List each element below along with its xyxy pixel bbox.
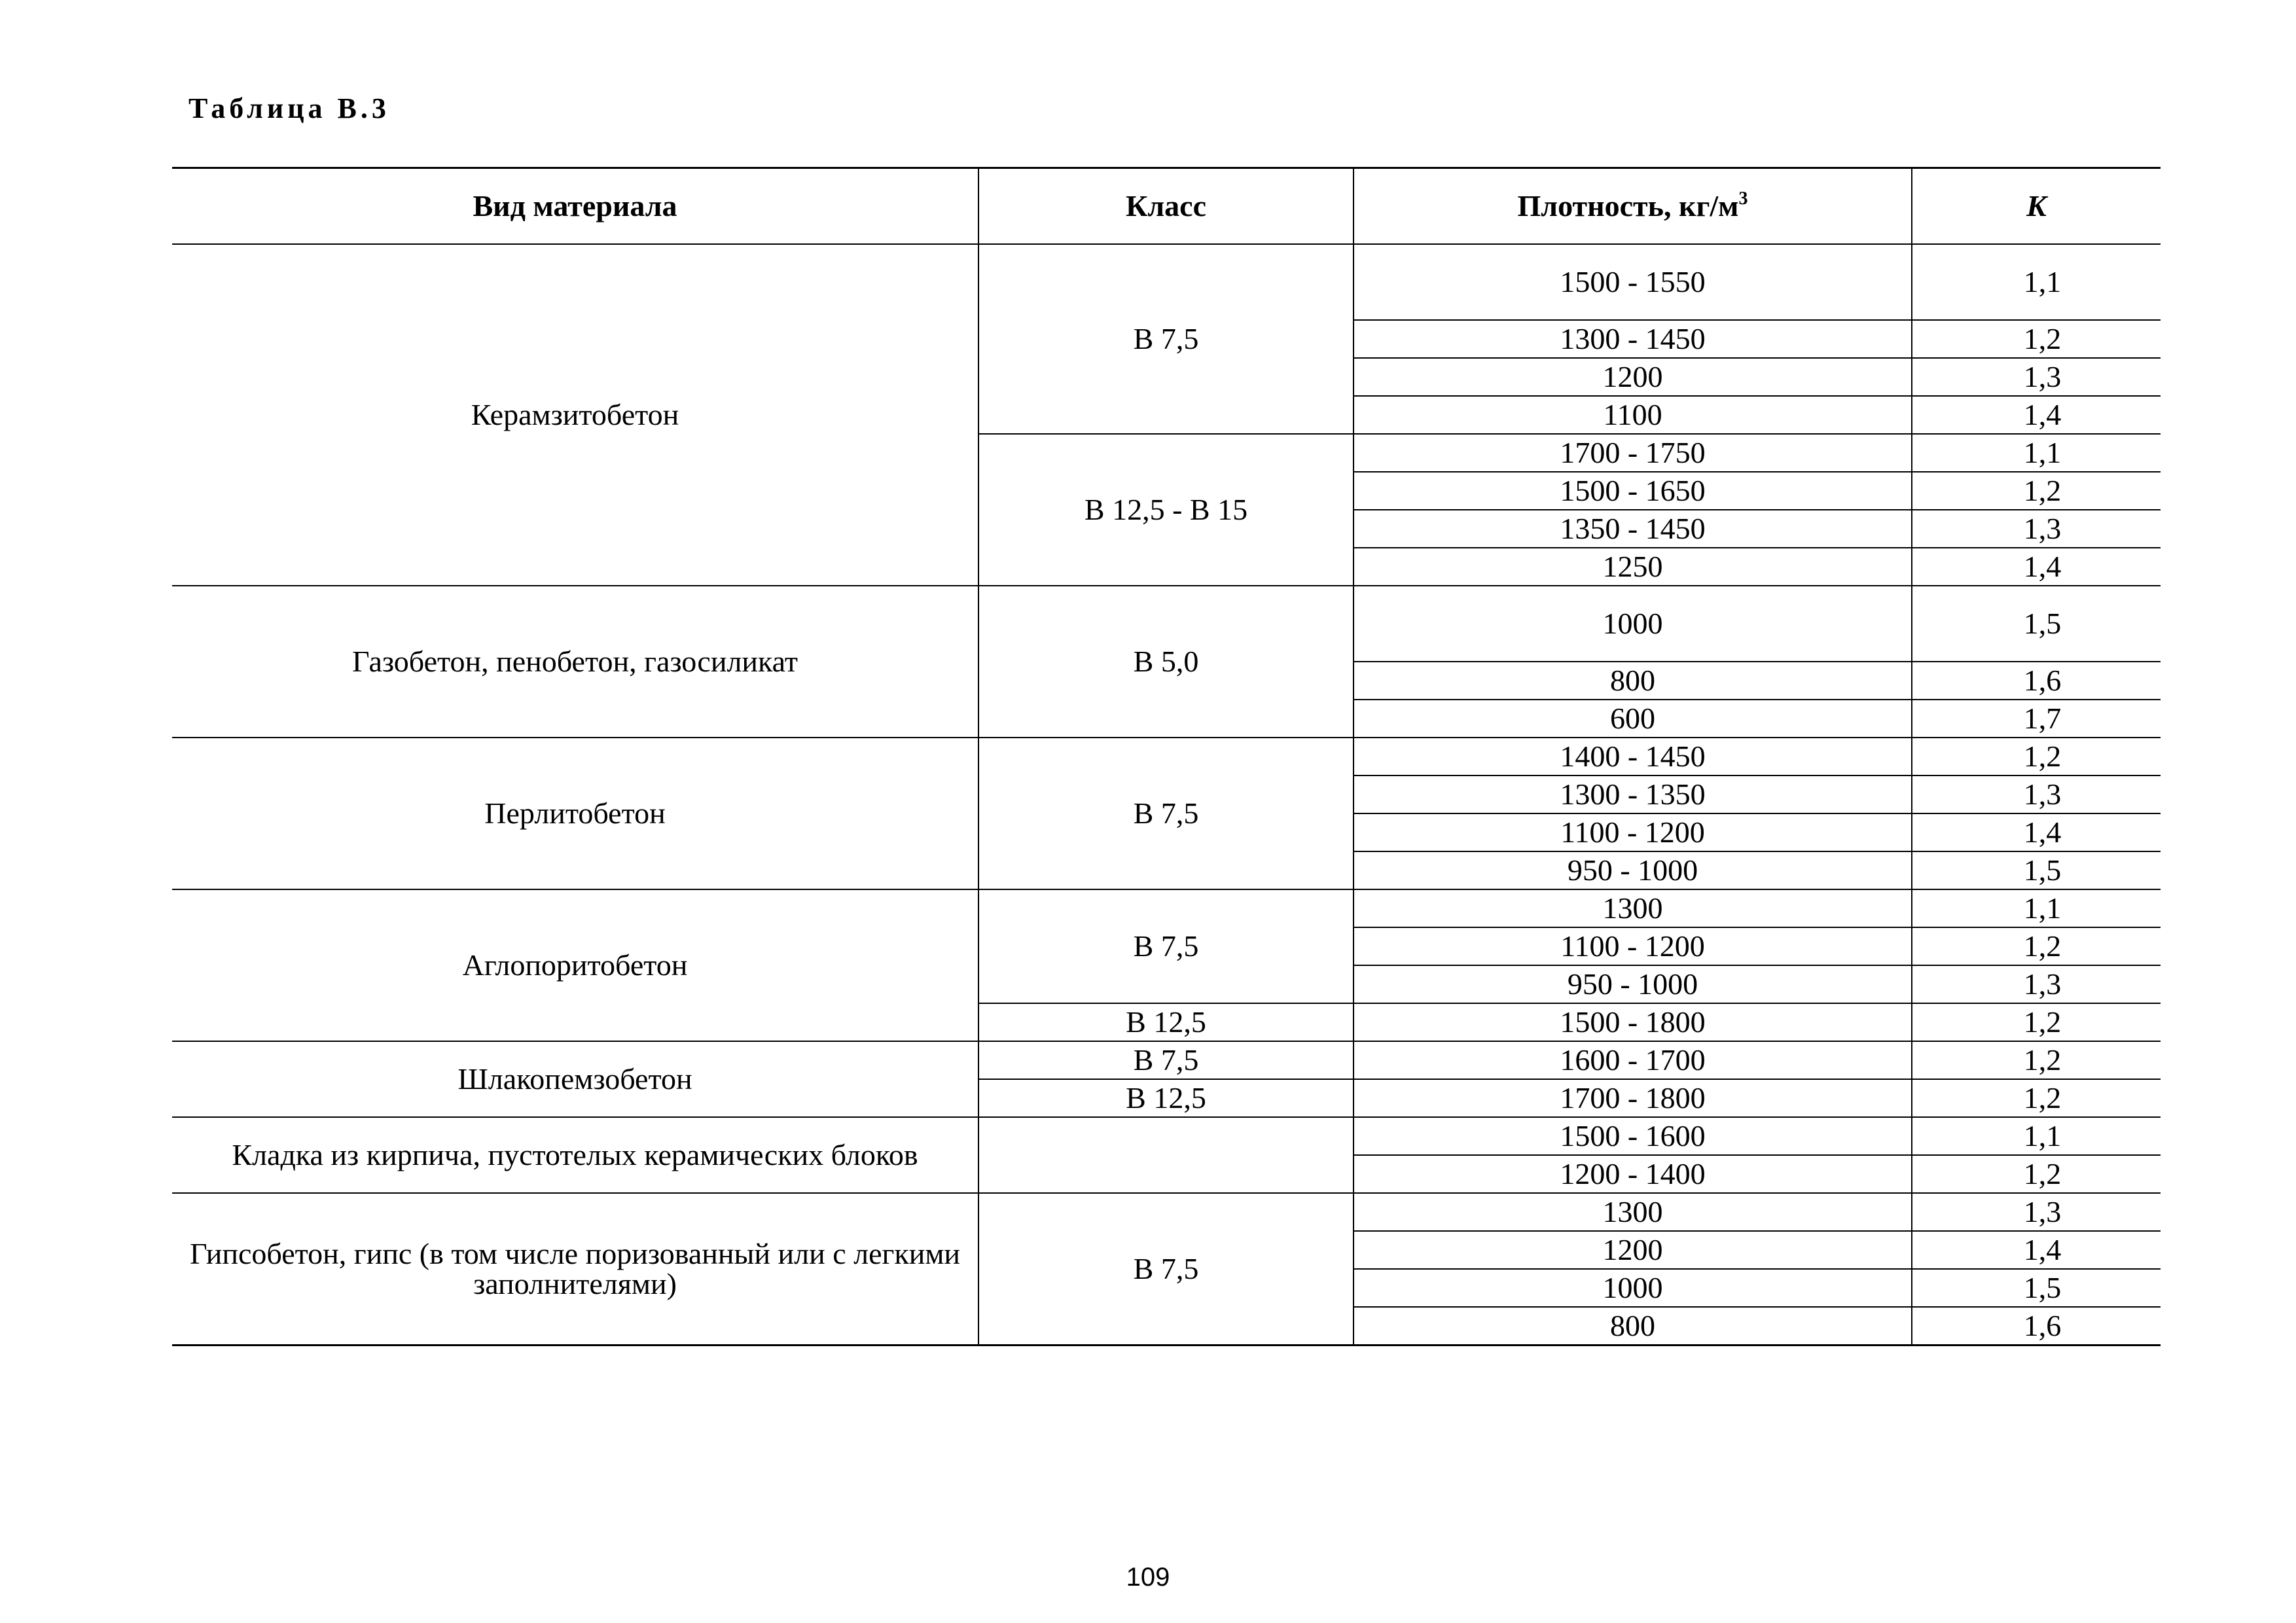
density-cell: 1500 - 1800: [1354, 1003, 1912, 1041]
table-caption: Таблица В.3: [188, 92, 390, 124]
material-cell: Перлитобетон: [172, 738, 978, 889]
k-cell: 1,2: [1912, 1155, 2161, 1193]
header-density: [1354, 168, 1912, 245]
k-cell: 1,7: [1912, 700, 2161, 738]
table-row: [172, 1193, 2161, 1231]
k-cell: 1,5: [1912, 586, 2161, 662]
k-cell: 1,2: [1912, 472, 2161, 510]
table-row: [172, 586, 2161, 662]
k-cell: 1,5: [1912, 1269, 2161, 1307]
density-cell: 1200 - 1400: [1354, 1155, 1912, 1193]
k-cell: 1,2: [1912, 1003, 2161, 1041]
k-cell: 1,1: [1912, 244, 2161, 320]
k-cell: 1,3: [1912, 965, 2161, 1003]
k-cell: 1,4: [1912, 813, 2161, 851]
density-cell: 1100 - 1200: [1354, 927, 1912, 965]
class-cell: В 5,0: [978, 586, 1354, 738]
density-cell: 1200: [1354, 358, 1912, 396]
material-cell: Шлакопемзобетон: [172, 1041, 978, 1117]
k-cell: 1,1: [1912, 889, 2161, 927]
class-cell: В 7,5: [978, 1041, 1354, 1079]
k-cell: 1,1: [1912, 434, 2161, 472]
density-cell: 1300 - 1450: [1354, 320, 1912, 358]
density-cell: 950 - 1000: [1354, 851, 1912, 889]
table-row: [172, 1041, 2161, 1079]
material-cell: Аглопоритобетон: [172, 889, 978, 1041]
k-cell: 1,3: [1912, 358, 2161, 396]
header-density-exponent: 3: [1738, 188, 1748, 209]
table-row: [172, 1117, 2161, 1155]
density-cell: 1700 - 1750: [1354, 434, 1912, 472]
table-row: [172, 244, 2161, 320]
header-density-label: Плотность, кг/м: [1517, 189, 1739, 223]
header-row: [172, 168, 2161, 245]
material-cell: Гипсобетон, гипс (в том числе поризованный или с легкими заполнителями): [172, 1193, 978, 1346]
material-cell: Газобетон, пенобетон, газосиликат: [172, 586, 978, 738]
density-cell: 1300: [1354, 1193, 1912, 1231]
table-row: [172, 738, 2161, 776]
density-cell: 1100: [1354, 396, 1912, 434]
k-cell: 1,6: [1912, 662, 2161, 700]
k-cell: 1,4: [1912, 1231, 2161, 1269]
density-cell: 1000: [1354, 586, 1912, 662]
density-cell: 800: [1354, 1307, 1912, 1346]
table-row: [172, 889, 2161, 927]
density-cell: 1300 - 1350: [1354, 776, 1912, 813]
k-cell: 1,3: [1912, 776, 2161, 813]
k-cell: 1,3: [1912, 510, 2161, 548]
density-cell: 800: [1354, 662, 1912, 700]
header-k: K: [1912, 168, 2161, 245]
density-cell: 1500 - 1600: [1354, 1117, 1912, 1155]
k-cell: 1,2: [1912, 1079, 2161, 1117]
class-cell: В 7,5: [978, 1193, 1354, 1346]
class-cell: В 12,5: [978, 1079, 1354, 1117]
material-cell: Кладка из кирпича, пустотелых керамических блоков: [172, 1117, 978, 1193]
page-number: 109: [1126, 1563, 1170, 1592]
k-cell: 1,1: [1912, 1117, 2161, 1155]
density-cell: 1350 - 1450: [1354, 510, 1912, 548]
material-cell: Керамзитобетон: [172, 244, 978, 586]
density-cell: 1100 - 1200: [1354, 813, 1912, 851]
k-cell: 1,2: [1912, 1041, 2161, 1079]
header-class: Класс: [978, 168, 1354, 245]
class-cell: В 7,5: [978, 244, 1354, 434]
k-cell: 1,4: [1912, 548, 2161, 586]
class-cell: В 12,5 - В 15: [978, 434, 1354, 586]
density-cell: 1500 - 1650: [1354, 472, 1912, 510]
density-cell: 1000: [1354, 1269, 1912, 1307]
material-coefficient-table: [172, 167, 2161, 1346]
class-cell: В 12,5: [978, 1003, 1354, 1041]
density-cell: 1200: [1354, 1231, 1912, 1269]
k-cell: 1,2: [1912, 320, 2161, 358]
class-cell: [978, 1117, 1354, 1193]
class-cell: В 7,5: [978, 738, 1354, 889]
class-cell: В 7,5: [978, 889, 1354, 1003]
header-material: Вид материала: [172, 168, 978, 245]
k-cell: 1,5: [1912, 851, 2161, 889]
density-cell: 1250: [1354, 548, 1912, 586]
k-cell: 1,3: [1912, 1193, 2161, 1231]
k-cell: 1,2: [1912, 927, 2161, 965]
density-cell: 1300: [1354, 889, 1912, 927]
k-cell: 1,4: [1912, 396, 2161, 434]
density-cell: 1700 - 1800: [1354, 1079, 1912, 1117]
k-cell: 1,6: [1912, 1307, 2161, 1346]
density-cell: 1600 - 1700: [1354, 1041, 1912, 1079]
density-cell: 600: [1354, 700, 1912, 738]
density-cell: 1500 - 1550: [1354, 244, 1912, 320]
k-cell: 1,2: [1912, 738, 2161, 776]
density-cell: 950 - 1000: [1354, 965, 1912, 1003]
density-cell: 1400 - 1450: [1354, 738, 1912, 776]
